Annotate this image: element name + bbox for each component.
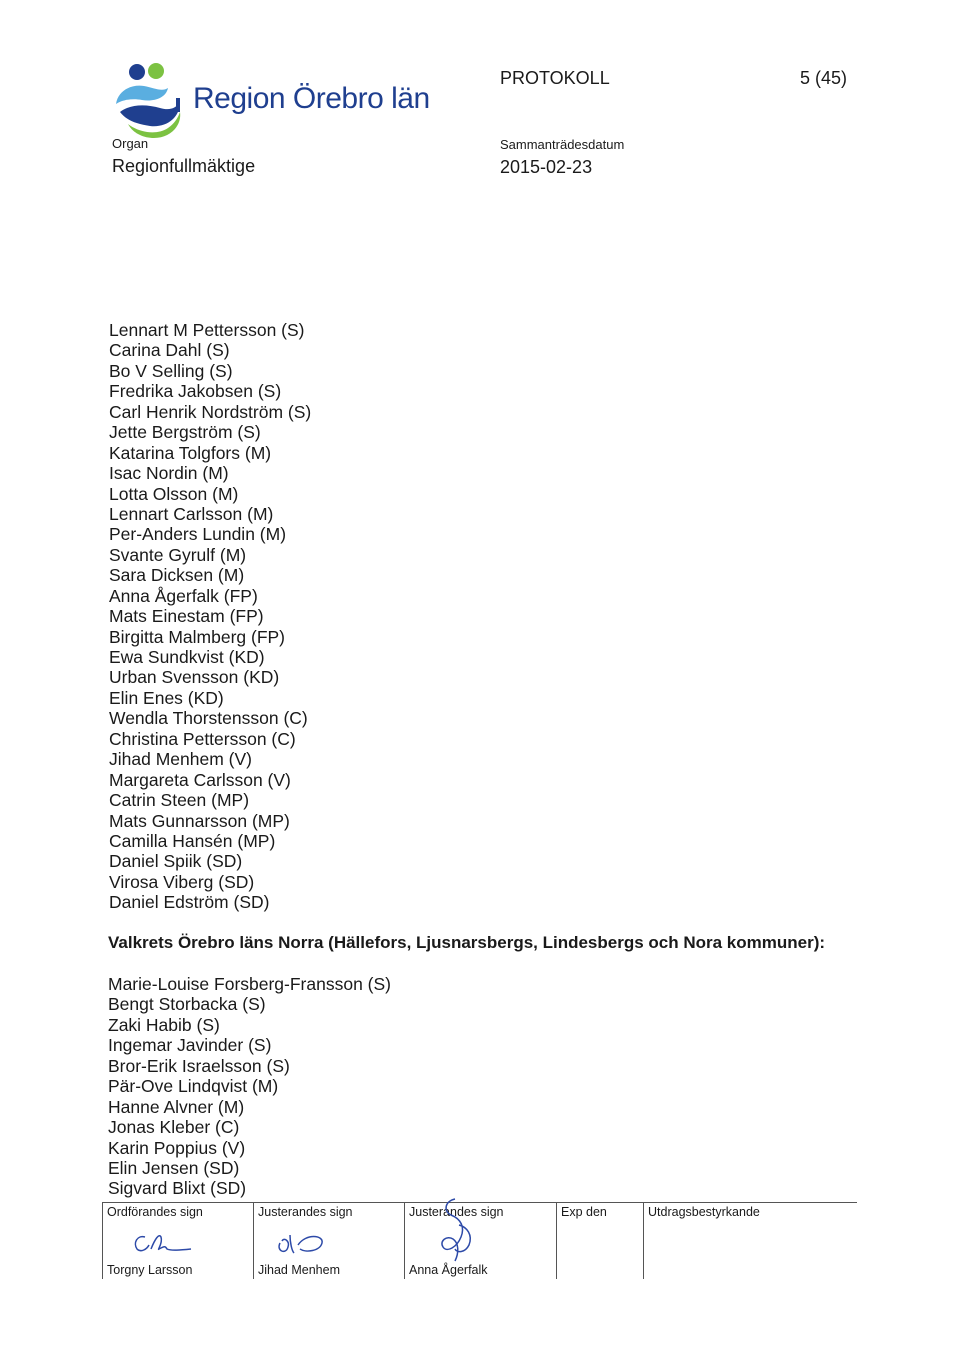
chair-signature-mark-icon xyxy=(131,1229,195,1257)
certification-cell xyxy=(643,1203,858,1279)
member-item: Zaki Habib (S) xyxy=(108,1014,220,1035)
member-item: Carl Henrik Nordström (S) xyxy=(109,401,312,422)
adjuster2-signature-cell xyxy=(404,1203,557,1279)
member-item: Isac Nordin (M) xyxy=(109,463,229,484)
member-item: Virosa Viberg (SD) xyxy=(109,871,255,892)
adjuster1-signature-cell xyxy=(253,1203,405,1279)
member-item: Lotta Olsson (M) xyxy=(109,483,239,504)
member-item: Sara Dicksen (M) xyxy=(109,565,245,586)
member-item: Camilla Hansén (MP) xyxy=(109,830,276,851)
member-item: Bror-Erik Israelsson (S) xyxy=(108,1055,290,1076)
member-item: Pär-Ove Lindqvist (M) xyxy=(108,1076,279,1097)
member-item: Christina Pettersson (C) xyxy=(109,728,296,749)
region-orebro-logo-icon xyxy=(110,62,190,140)
organization-name: Region Örebro län xyxy=(193,82,430,115)
member-item: Anna Ågerfalk (FP) xyxy=(109,585,258,606)
chair-sign-label: Ordförandes sign xyxy=(107,1205,203,1219)
member-item: Mats Gunnarsson (MP) xyxy=(109,810,290,831)
member-item: Svante Gyrulf (M) xyxy=(109,544,247,565)
member-item: Jette Bergström (S) xyxy=(109,422,261,443)
member-item: Birgitta Malmberg (FP) xyxy=(109,626,286,647)
member-item: Elin Enes (KD) xyxy=(109,687,224,708)
organ-value: Regionfullmäktige xyxy=(112,156,256,176)
signature-table xyxy=(102,1202,857,1279)
adjuster2-signature-mark-icon xyxy=(425,1197,485,1267)
member-item: Lennart M Pettersson (S) xyxy=(109,320,305,340)
adjuster1-signature-mark-icon xyxy=(272,1227,332,1259)
member-item: Katarina Tolgfors (M) xyxy=(109,442,272,463)
constituency-members-list xyxy=(108,974,391,1199)
exp-date-label: Exp den xyxy=(561,1205,607,1219)
member-item: Ewa Sundkvist (KD) xyxy=(109,647,265,667)
member-item: Jihad Menhem (V) xyxy=(109,749,252,770)
adjuster2-sign-label: Justerandes sign xyxy=(409,1205,504,1219)
adjuster2-name: Anna Ågerfalk xyxy=(409,1263,488,1277)
member-item: Mats Einestam (FP) xyxy=(109,606,264,627)
member-item: Marie-Louise Forsberg-Fransson (S) xyxy=(108,974,392,994)
organ-label: Organ xyxy=(112,136,149,151)
member-item: Lennart Carlsson (M) xyxy=(109,503,274,524)
certification-label: Utdragsbestyrkande xyxy=(648,1205,760,1219)
member-item: Margareta Carlsson (V) xyxy=(109,769,291,790)
member-item: Hanne Alvner (M) xyxy=(108,1096,245,1117)
member-item: Jonas Kleber (C) xyxy=(108,1117,240,1138)
member-item: Karin Poppius (V) xyxy=(108,1137,246,1158)
member-item: Elin Jensen (SD) xyxy=(108,1157,240,1178)
member-item: Bengt Storbacka (S) xyxy=(108,994,266,1015)
meeting-date-value: 2015-02-23 xyxy=(500,157,593,177)
chair-name: Torgny Larsson xyxy=(107,1263,193,1277)
meeting-date-label: Sammanträdesdatum xyxy=(500,137,625,152)
members-list xyxy=(109,320,311,913)
member-item: Wendla Thorstensson (C) xyxy=(109,708,308,729)
constituency-heading: Valkrets Örebro läns Norra (Hällefors, Ljusnarsbergs, Lindesbergs och Nora kommuner): xyxy=(108,933,826,952)
adjuster1-sign-label: Justerandes sign xyxy=(258,1205,353,1219)
chair-signature-cell xyxy=(102,1203,254,1279)
member-item: Daniel Edström (SD) xyxy=(109,892,270,913)
member-item: Fredrika Jakobsen (S) xyxy=(109,381,282,402)
member-item: Urban Svensson (KD) xyxy=(109,667,280,688)
adjuster1-name: Jihad Menhem xyxy=(258,1263,340,1277)
page-number: 5 (45) xyxy=(800,68,848,88)
member-item: Carina Dahl (S) xyxy=(109,340,230,361)
exp-cell xyxy=(556,1203,644,1279)
member-item: Catrin Steen (MP) xyxy=(109,790,250,811)
member-item: Bo V Selling (S) xyxy=(109,360,233,381)
document-type: PROTOKOLL xyxy=(500,68,610,88)
member-item: Ingemar Javinder (S) xyxy=(108,1035,272,1056)
member-item: Per-Anders Lundin (M) xyxy=(109,524,287,545)
member-item: Sigvard Blixt (SD) xyxy=(108,1178,247,1199)
member-item: Daniel Spiik (SD) xyxy=(109,851,243,872)
